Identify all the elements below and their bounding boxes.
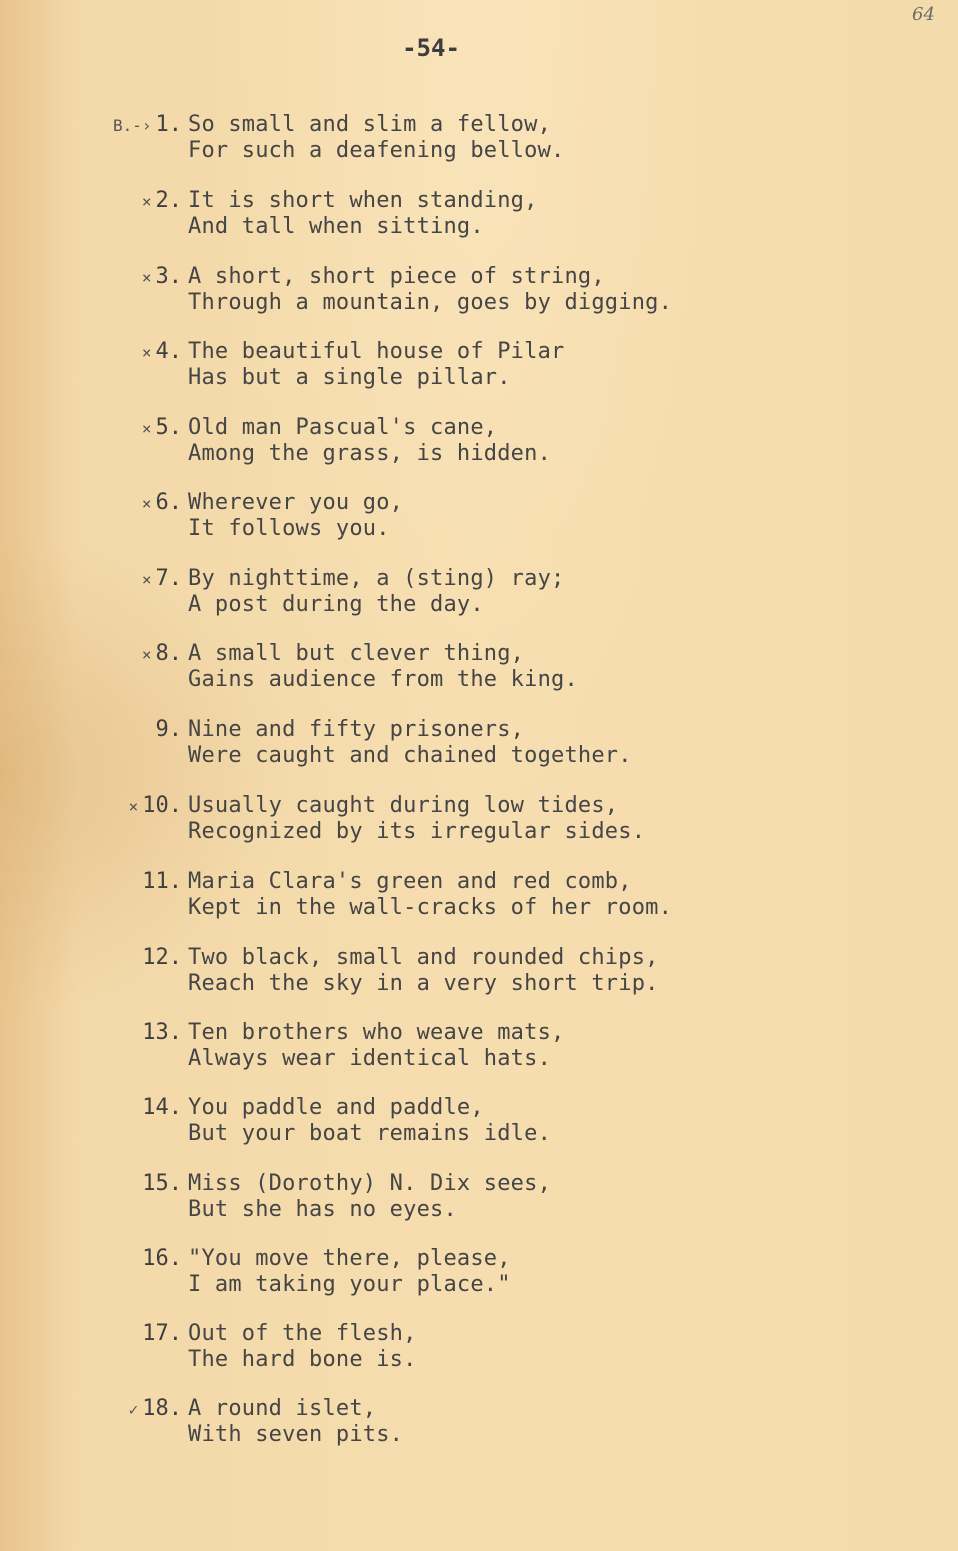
annotation-mark: × xyxy=(141,645,152,664)
riddle-number: 10. xyxy=(142,793,182,818)
riddle-item xyxy=(0,188,780,240)
riddle-marker xyxy=(0,945,182,972)
riddle-item xyxy=(0,112,780,164)
riddle-item xyxy=(0,717,780,769)
riddle-line-1: A round islet, xyxy=(188,1396,377,1421)
riddle-text xyxy=(188,415,551,467)
annotation-mark: × xyxy=(141,494,152,513)
riddle-line-2: And tall when sitting. xyxy=(188,214,484,239)
riddle-line-2: But your boat remains idle. xyxy=(188,1121,552,1146)
riddle-text xyxy=(188,1020,564,1072)
riddle-line-1: Ten brothers who weave mats, xyxy=(188,1020,565,1045)
riddle-line-1: It is short when standing, xyxy=(188,188,538,213)
riddle-item xyxy=(0,264,780,316)
annotation-mark: × xyxy=(141,268,152,287)
riddle-line-2: I am taking your place." xyxy=(188,1272,511,1297)
riddle-number: 7. xyxy=(155,566,182,591)
annotation-mark: × xyxy=(141,419,152,438)
riddle-text xyxy=(188,490,403,542)
annotation-mark: × xyxy=(141,570,152,589)
riddle-item xyxy=(0,1246,780,1298)
riddle-number: 9. xyxy=(155,717,182,742)
riddle-marker xyxy=(0,566,182,593)
riddle-line-2: Were caught and chained together. xyxy=(188,743,632,768)
riddle-marker xyxy=(0,188,182,215)
riddle-line-2: Has but a single pillar. xyxy=(188,365,511,390)
riddle-number: 2. xyxy=(155,188,182,213)
riddle-marker xyxy=(0,869,182,896)
riddle-number: 3. xyxy=(155,264,182,289)
annotation-mark: B.-› xyxy=(112,116,152,135)
riddle-line-2: Kept in the wall-cracks of her room. xyxy=(188,895,673,920)
riddle-line-1: A short, short piece of string, xyxy=(188,264,605,289)
riddle-line-1: Two black, small and rounded chips, xyxy=(188,945,659,970)
riddle-text xyxy=(188,793,645,845)
riddle-marker xyxy=(0,1020,182,1047)
riddle-number: 15. xyxy=(142,1171,182,1196)
riddle-item xyxy=(0,1321,780,1373)
riddle-marker xyxy=(0,1171,182,1198)
riddle-item xyxy=(0,1396,780,1448)
riddle-line-1: Out of the flesh, xyxy=(188,1321,417,1346)
riddle-marker xyxy=(0,490,182,517)
annotation-mark: × xyxy=(128,797,139,816)
riddle-marker xyxy=(0,793,182,820)
riddle-marker xyxy=(0,1321,182,1348)
riddle-line-2: Recognized by its irregular sides. xyxy=(188,819,646,844)
riddle-marker xyxy=(0,641,182,668)
riddle-item xyxy=(0,793,780,845)
riddle-marker xyxy=(0,339,182,366)
riddle-text xyxy=(188,1396,403,1448)
riddle-number: 16. xyxy=(142,1246,182,1271)
riddle-text xyxy=(188,717,632,769)
riddle-number: 11. xyxy=(142,869,182,894)
riddle-text xyxy=(188,112,564,164)
folio-number: 64 xyxy=(912,4,935,25)
riddle-line-1: "You move there, please, xyxy=(188,1246,511,1271)
riddle-line-1: So small and slim a fellow, xyxy=(188,112,552,137)
riddle-text xyxy=(188,1321,417,1373)
riddle-number: 12. xyxy=(142,945,182,970)
riddle-item xyxy=(0,566,780,618)
riddle-item xyxy=(0,415,780,467)
riddle-line-2: For such a deafening bellow. xyxy=(188,138,565,163)
riddle-item xyxy=(0,490,780,542)
riddle-marker xyxy=(0,415,182,442)
riddle-marker xyxy=(0,112,182,139)
riddle-text xyxy=(188,566,564,618)
riddle-marker xyxy=(0,1396,182,1423)
riddle-number: 17. xyxy=(142,1321,182,1346)
riddle-marker xyxy=(0,1246,182,1273)
riddle-line-1: You paddle and paddle, xyxy=(188,1095,484,1120)
riddle-line-1: Miss (Dorothy) N. Dix sees, xyxy=(188,1171,552,1196)
riddle-line-1: Old man Pascual's cane, xyxy=(188,415,498,440)
riddle-line-2: With seven pits. xyxy=(188,1422,404,1447)
riddle-number: 8. xyxy=(155,641,182,666)
riddle-marker xyxy=(0,717,182,744)
annotation-mark: ✓ xyxy=(128,1400,139,1419)
riddle-line-2: Gains audience from the king. xyxy=(188,667,578,692)
riddle-text xyxy=(188,641,578,693)
riddle-item xyxy=(0,1171,780,1223)
riddle-number: 1. xyxy=(155,112,182,137)
riddle-line-2: Through a mountain, goes by digging. xyxy=(188,290,673,315)
riddle-item xyxy=(0,339,780,391)
riddle-line-2: But she has no eyes. xyxy=(188,1197,457,1222)
riddle-item xyxy=(0,945,780,997)
riddle-item xyxy=(0,641,780,693)
riddle-line-2: Among the grass, is hidden. xyxy=(188,441,552,466)
riddle-line-1: Wherever you go, xyxy=(188,490,404,515)
riddle-line-2: A post during the day. xyxy=(188,592,484,617)
riddle-text xyxy=(188,1171,551,1223)
riddle-line-2: Reach the sky in a very short trip. xyxy=(188,971,659,996)
riddle-item xyxy=(0,1095,780,1147)
riddle-text xyxy=(188,188,538,240)
riddle-text xyxy=(188,264,672,316)
riddle-marker xyxy=(0,1095,182,1122)
riddle-line-1: A small but clever thing, xyxy=(188,641,525,666)
riddle-line-1: Usually caught during low tides, xyxy=(188,793,619,818)
riddle-line-2: The hard bone is. xyxy=(188,1347,417,1372)
riddle-text xyxy=(188,339,564,391)
riddle-line-1: The beautiful house of Pilar xyxy=(188,339,565,364)
riddle-number: 14. xyxy=(142,1095,182,1120)
riddle-text xyxy=(188,1095,551,1147)
riddle-number: 5. xyxy=(155,415,182,440)
riddle-number: 13. xyxy=(142,1020,182,1045)
riddle-line-1: Nine and fifty prisoners, xyxy=(188,717,525,742)
riddle-line-2: It follows you. xyxy=(188,516,390,541)
riddle-number: 6. xyxy=(155,490,182,515)
page-number: -54- xyxy=(402,34,460,62)
annotation-mark: × xyxy=(141,343,152,362)
riddle-line-1: By nighttime, a (sting) ray; xyxy=(188,566,565,591)
annotation-mark: × xyxy=(141,192,152,211)
riddle-line-2: Always wear identical hats. xyxy=(188,1046,552,1071)
riddle-text xyxy=(188,869,672,921)
riddle-item xyxy=(0,1020,780,1072)
riddle-text xyxy=(188,1246,511,1298)
riddle-item xyxy=(0,869,780,921)
riddle-line-1: Maria Clara's green and red comb, xyxy=(188,869,632,894)
riddle-text xyxy=(188,945,659,997)
riddle-number: 4. xyxy=(155,339,182,364)
riddle-number: 18. xyxy=(142,1396,182,1421)
riddle-marker xyxy=(0,264,182,291)
